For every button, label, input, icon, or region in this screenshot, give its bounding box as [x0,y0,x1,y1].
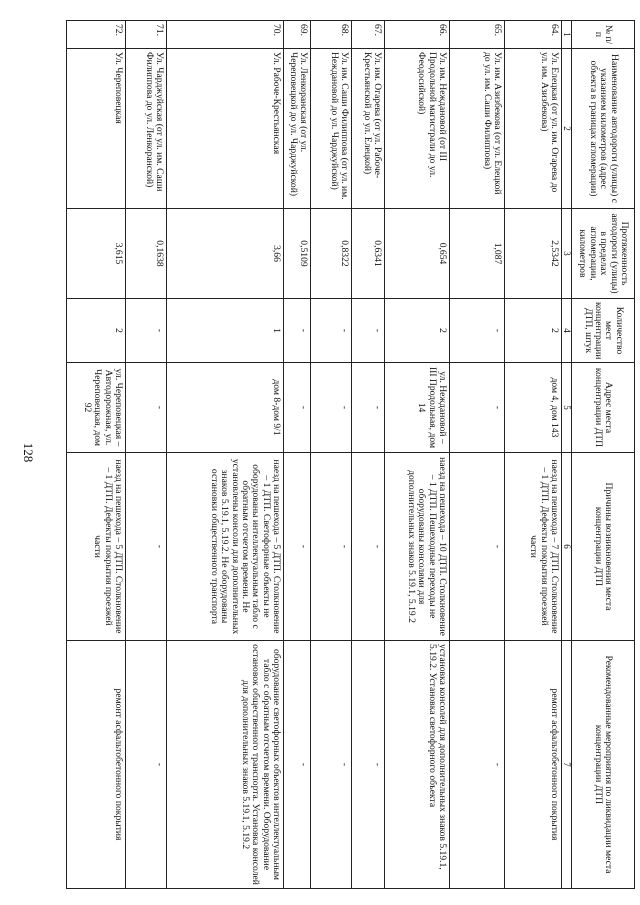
table-row [450,21,505,889]
header-cell-number: № п/п [572,21,635,49]
length-cell: 3,66 [167,209,284,299]
count-cell: - [284,299,311,363]
cause-cell: наезд на пешехода – 10 ДТП. Столкновение – 1 ДТП. Пешеходные переходы не оборудованы консолями для дополнительных знаков 5.19.1, 5.19.2 [385,453,450,641]
column-number: 3 [562,209,572,299]
count-cell: - [450,299,505,363]
header-cell-length: Протяженность автодороги (улицы) в пределах агломерации, километров [572,209,635,299]
length-cell: 2,5342 [505,209,562,299]
column-number: 6 [562,453,572,641]
table-row [67,21,126,889]
address-cell: дом 8-дом 9/1 [167,363,284,453]
measure-cell: - [352,641,385,889]
cause-cell: наезд на пешехода – 5 ДТП. Столкновение – 1 ДТП. Дефекты покрытия проезжей части [67,453,126,641]
row-number: 65. [450,21,505,49]
table-row [167,21,284,889]
column-number: 7 [562,641,572,889]
measure-cell: - [311,641,352,889]
accident-concentration-table [66,20,635,889]
table-row [352,21,385,889]
length-cell: 0,1638 [126,209,167,299]
address-cell: ул. Череповецкая – Автодорожная, ул. Череповецкая, дом 92 [67,363,126,453]
cause-cell: - [352,453,385,641]
page-number: 128 [21,442,36,463]
measure-cell: - [284,641,311,889]
length-cell: 0,8322 [311,209,352,299]
length-cell: 0,5109 [284,209,311,299]
measure-cell: - [450,641,505,889]
length-cell: 3,615 [67,209,126,299]
count-cell: 2 [385,299,450,363]
header-cell-count: Количество мест концентрации ДТП, штук [572,299,635,363]
cause-cell: - [126,453,167,641]
cause-cell: наезд на пешехода – 5 ДТП. Столкновение – 1 ДТП. Светофорные объекты не оборудованы интеллектуальным табло с обратным отсчетом времени. Не установлены консоли для дополнительных знаков 5.19.1, 5.19.2. Не оборудованы остановки общественного транспорта [167,453,284,641]
road-name-cell: Ул. Елецкая (от ул. им. Огарева до ул. им. Азизбекова) [505,49,562,209]
count-cell: - [126,299,167,363]
cause-cell: - [311,453,352,641]
row-number: 66. [385,21,450,49]
header-cell-address: Адрес места концентрации ДТП [572,363,635,453]
address-cell: - [311,363,352,453]
column-number: 5 [562,363,572,453]
length-cell: 0,6341 [352,209,385,299]
address-cell: - [284,363,311,453]
row-number: 70. [167,21,284,49]
address-cell: - [450,363,505,453]
count-cell: - [311,299,352,363]
table-row [385,21,450,889]
column-number: 4 [562,299,572,363]
row-number: 67. [352,21,385,49]
column-number: 1 [562,21,572,49]
row-number: 71. [126,21,167,49]
road-name-cell: Ул. Ленкоранская (от ул. Череповецкой до ул. Чарджуйской) [284,49,311,209]
table-row [126,21,167,889]
address-cell: дом 4, дом 143 [505,363,562,453]
column-number: 2 [562,49,572,209]
road-name-cell: Ул. им. Саши Филиппова (от ул. им. Неждановой до ул. Чарджуйской) [311,49,352,209]
table-row [311,21,352,889]
count-cell: 2 [67,299,126,363]
table-row [284,21,311,889]
address-cell: - [126,363,167,453]
measure-cell: установка консолей для дополнительных знаков 5.19.1, 5.19.2. Установка светофорного объекта [385,641,450,889]
road-name-cell: Ул. им. Огарева (от ул. Рабоче-Крестьянской до ул. Елецкой) [352,49,385,209]
count-cell: - [352,299,385,363]
length-cell: 1,087 [450,209,505,299]
measure-cell: ремонт асфальтобетонного покрытия [505,641,562,889]
column-number-row [562,21,572,889]
count-cell: 1 [167,299,284,363]
cause-cell: - [450,453,505,641]
road-name-cell: Ул. Рабоче-Крестьянская [167,49,284,209]
row-number: 69. [284,21,311,49]
count-cell: 2 [505,299,562,363]
table-row [505,21,562,889]
measure-cell: оборудование светофорных объектов интеллектуальным табло с обратным отсчетом времени. Оборудование остановок общественного транспорта. Установка консолей для дополнительных знаков 5.19.1, 5.19.2 [167,641,284,889]
cause-cell: наезд на пешехода – 7 ДТП. Столкновение – 1 ДТП. Дефекты покрытия проезжей части [505,453,562,641]
length-cell: 0,654 [385,209,450,299]
measure-cell: ремонт асфальтобетонного покрытия [67,641,126,889]
row-number: 64. [505,21,562,49]
header-cell-road: Наименование автодороги (улицы) с указанием километров (адрес объекта в границах агломерации) [572,49,635,209]
measure-cell: - [126,641,167,889]
road-name-cell: Ул. Чарджуйская (от ул. им. Саши Филиппова до ул. Ленкоранской) [126,49,167,209]
header-cell-measure: Рекомендованные мероприятия по ликвидации места концентрации ДТП [572,641,635,889]
road-name-cell: Ул. им. Азизбекова (от ул. Елецкой до ул. им. Саши Филиппова) [450,49,505,209]
header-row [572,21,635,889]
header-cell-cause: Причины возникновения места концентрации ДТП [572,453,635,641]
address-cell: - [352,363,385,453]
address-cell: ул. Неждановой – III Продольная, дом 14 [385,363,450,453]
cause-cell: - [284,453,311,641]
road-name-cell: Ул. им. Неждановой (от III Продольной магистрали до ул. Феодосийской) [385,49,450,209]
road-name-cell: Ул. Череповецкая [67,49,126,209]
row-number: 72. [67,21,126,49]
row-number: 68. [311,21,352,49]
